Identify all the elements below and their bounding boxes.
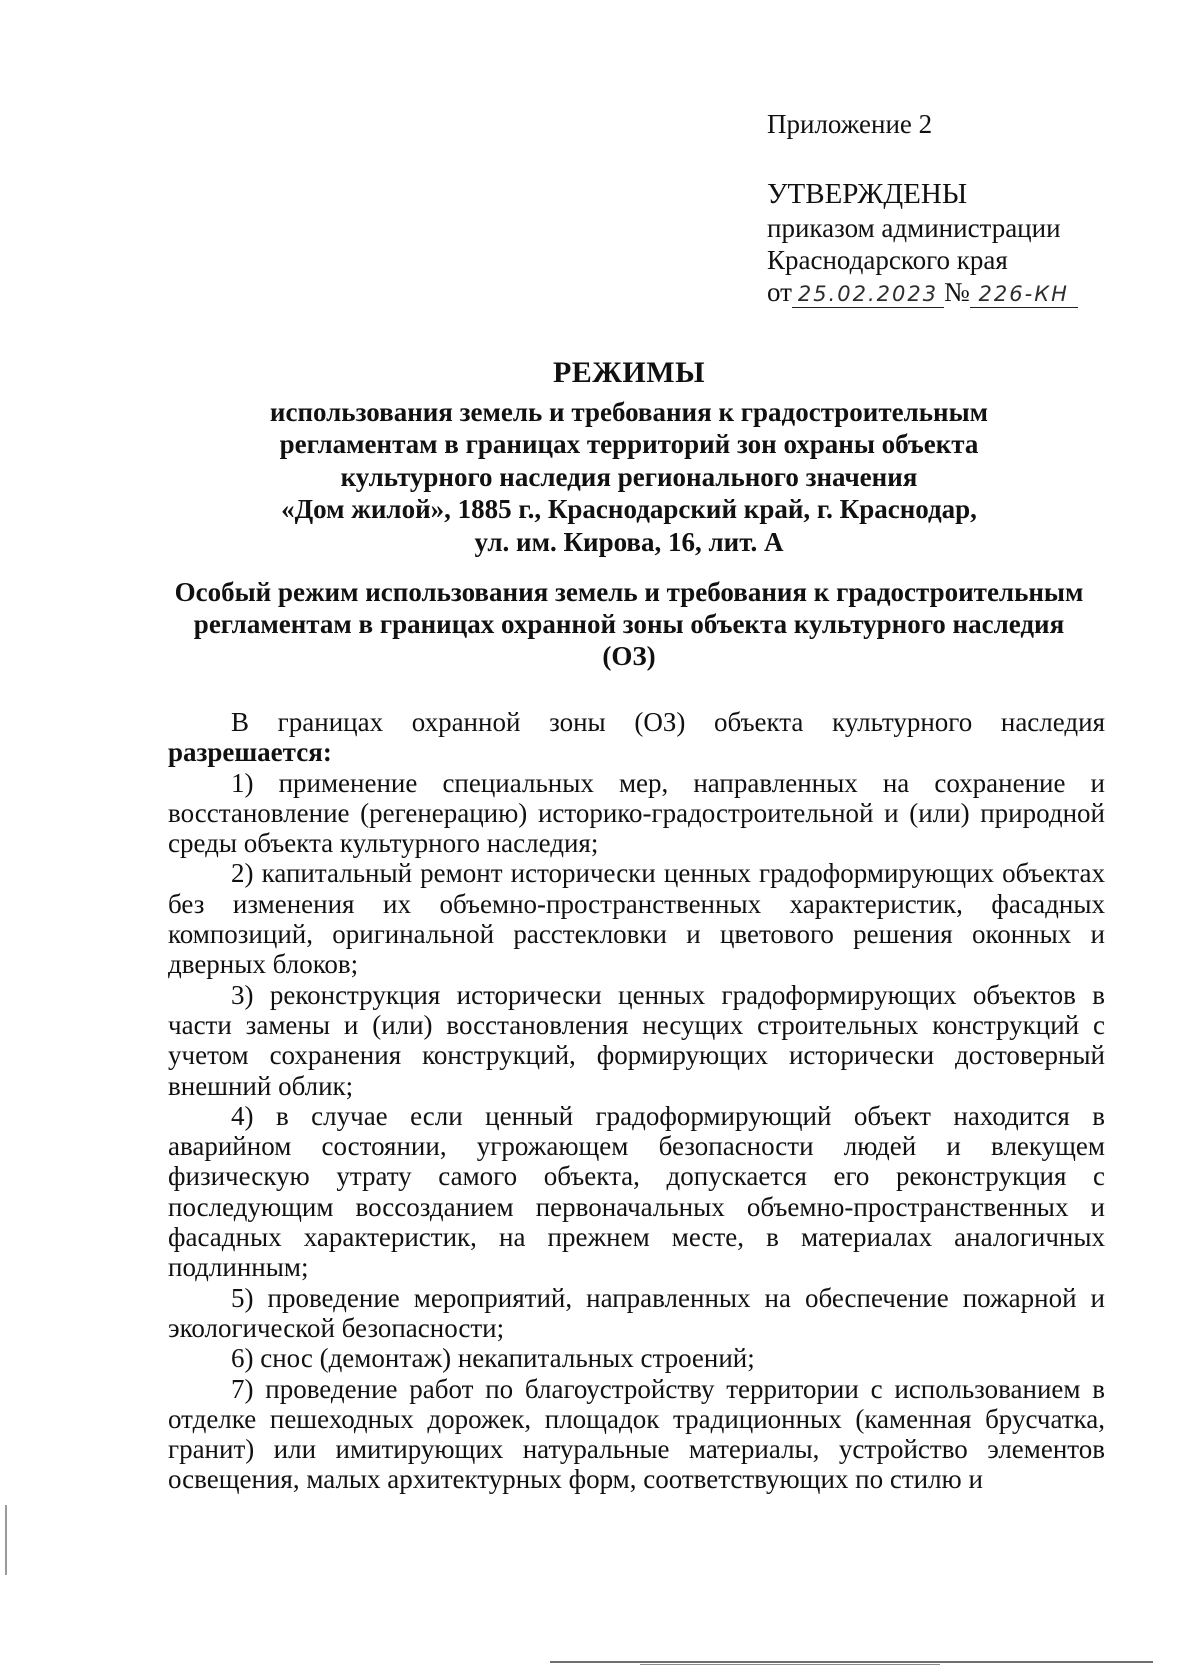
approved-heading: УТВЕРЖДЕНЫ — [767, 178, 968, 210]
footer-rule-secondary — [640, 1664, 940, 1665]
main-title: РЕЖИМЫ — [552, 356, 706, 389]
list-item: 3) реконструкция исторически ценных градоформирующих объектов в части замены и (или) восстановления несущих строительных конструкций с учетом сохранения конструкций, формирующих исторически достоверный внешний облик; — [168, 979, 1105, 1101]
approval-block — [767, 108, 1167, 308]
list-item: 7) проведение работ по благоустройству территории с использованием в отделке пешеходных дорожек, площадок традиционных (каменная брусчатка, гранит) или имитирующих натуральные материалы, устройство элементов освещения, малых архитектурных форм, соответствующих по стилю и — [168, 1373, 1105, 1495]
section-title-line: регламентам в границах охранной зоны объекта культурного наследия — [193, 609, 1065, 639]
list-item: 1) применение специальных мер, направленных на сохранение и восстановление (регенерацию) историко-градостроительной и (или) природной среды объекта культурного наследия; — [168, 767, 1105, 859]
intro-bold: разрешается: — [168, 737, 332, 768]
intro-paragraph — [168, 707, 1105, 768]
approval-date-number-line — [767, 276, 1167, 308]
handwritten-number: 226-КН — [970, 281, 1078, 308]
scan-margin-mark — [5, 1505, 7, 1575]
title-line: использования земель и требования к градостроительным — [269, 397, 989, 427]
list-item: 2) капитальный ремонт исторически ценных градоформирующих объектах без изменения их объемно-пространственных характеристик, фасадных композиций, оригинальной расстекловки и цветового решения оконных и дверных блоков; — [168, 858, 1105, 980]
list-item: 4) в случае если ценный градоформирующий объект находится в аварийном состоянии, угрожающем безопасности людей и влекущем физическую утрату самого объекта, допускается его реконструкция с последующим воссозданием первоначальных объемно-пространственных и фасадных характеристик, на прежнем месте, в материалах аналогичных подлинным; — [168, 1100, 1105, 1283]
title-line: культурного наследия регионального значения — [340, 461, 918, 492]
document-title — [160, 356, 1098, 558]
footer-rule — [550, 1661, 1153, 1663]
title-line: «Дом жилой», 1885 г., Краснодарский край, г. Краснодар, — [281, 494, 977, 525]
approval-line-2: Краснодарского края — [767, 245, 1008, 275]
document-body — [168, 707, 1105, 1495]
section-title-line: (ОЗ) — [602, 641, 656, 671]
appendix-label: Приложение 2 — [767, 109, 933, 139]
approval-line-1: приказом администрации — [767, 213, 1061, 243]
section-title — [160, 576, 1098, 672]
intro-text: В границах охранной зоны (ОЗ) объекта культурного наследия — [231, 707, 1105, 737]
number-label: № — [943, 277, 970, 307]
title-line: ул. им. Кирова, 16, лит. А — [474, 526, 784, 557]
handwritten-date: 25.02.2023 — [792, 281, 944, 308]
list-item: 6) снос (демонтаж) некапитальных строений; — [231, 1343, 755, 1374]
title-line: регламентам в границах территорий зон охраны объекта — [279, 429, 979, 460]
list-item: 5) проведение мероприятий, направленных на обеспечение пожарной и экологической безопасности; — [168, 1282, 1105, 1343]
section-title-line: Особый режим использования земель и требования к градостроительным — [174, 577, 1084, 607]
from-label: от — [767, 277, 792, 307]
